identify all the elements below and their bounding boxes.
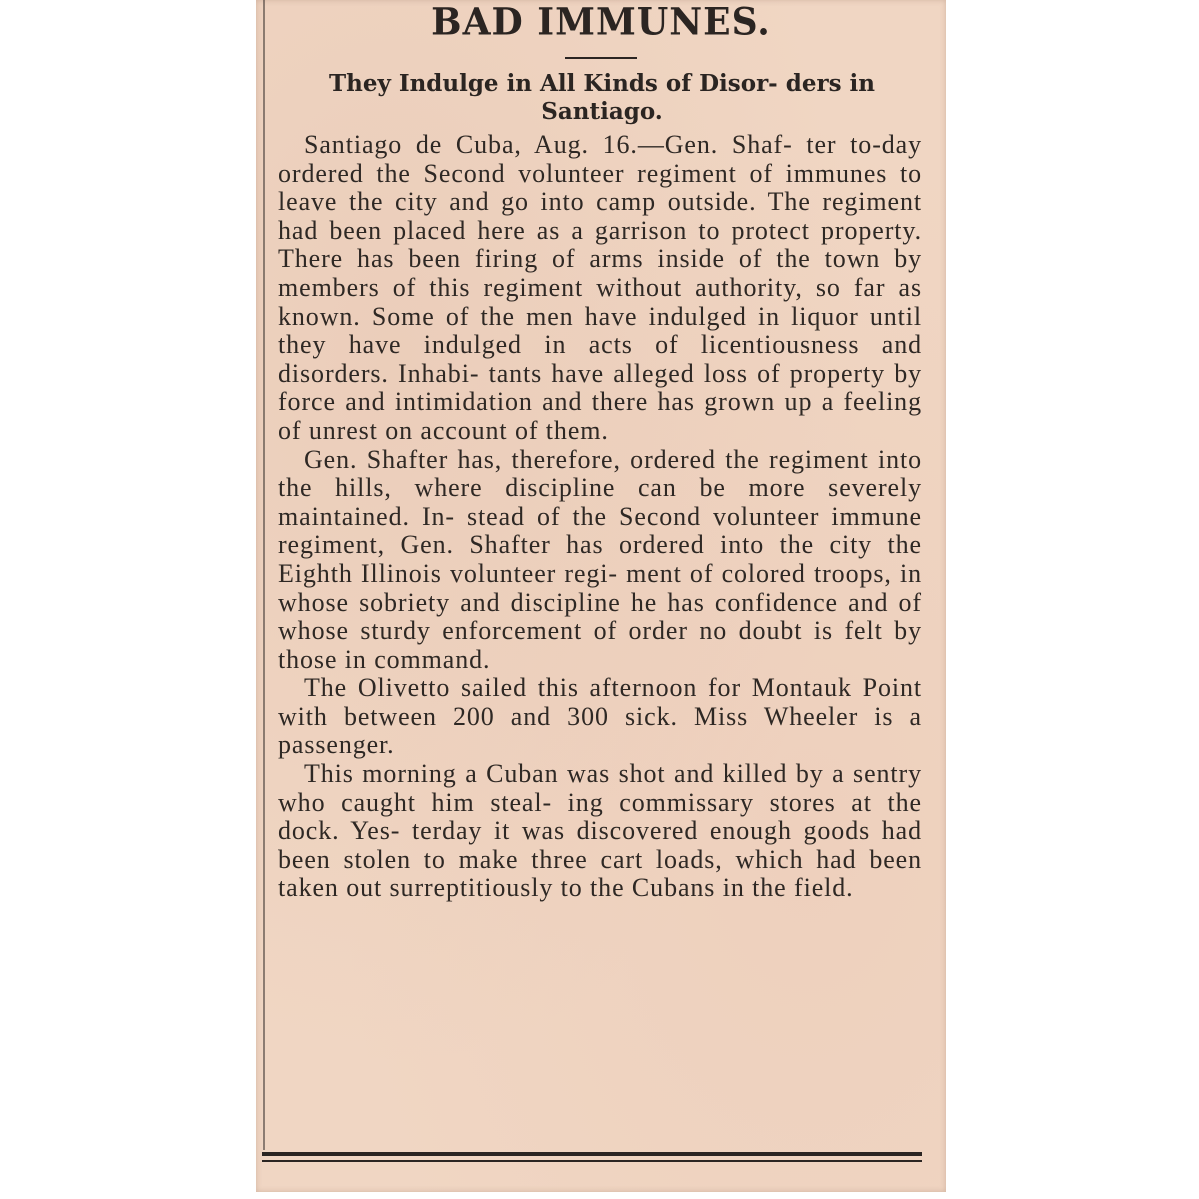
closing-rule <box>262 1152 922 1166</box>
paragraph: The Olivetto sailed this afternoon for Montauk Point with between 200 and 300 sick. Miss Wheeler is a passenger. <box>278 673 922 760</box>
paragraph: Gen. Shafter has, therefore, ordered the regiment into the hills, where discipline can be more severely maintained. In- stead of the Second volunteer immune regiment, Gen. Shafter has ordered into the city the Eighth Illinois volunteer regi- ment of colored troops, in whose sobriety and discipline he has confidence and of whose sturdy enforcement of order no doubt is felt by those in command. <box>278 444 922 674</box>
closing-rule-thick <box>262 1152 922 1156</box>
paragraph: Santiago de Cuba, Aug. 16.—Gen. Shaf- ter to-day ordered the Second volunteer regiment of immunes to leave the city and go into camp outside. The regiment had been placed here as a garrison to protect property. There has been firing of arms inside of the town by members of this regiment without authority, so far as known. Some of the men have indulged in liquor until they have indulged in acts of licentiousness and disorders. Inhabi- tants have alleged loss of property by force and intimidation and there has grown up a feeling of unrest on account of them. <box>278 130 922 445</box>
headline-divider <box>565 57 637 59</box>
paragraph: This morning a Cuban was shot and killed by a sentry who caught him steal- ing commissary stores at the dock. Yes- terday it was discovered enough goods had been stolen to make three cart loads, which had been taken out surreptitiously to the Cubans in the field. <box>278 759 922 903</box>
closing-rule-thin <box>262 1160 922 1162</box>
column-rule <box>263 0 265 1150</box>
subheadline: They Indulge in All Kinds of Disor- ders in Santiago. <box>328 70 875 125</box>
article-body <box>278 131 922 903</box>
headline: BAD IMMUNES. <box>431 0 771 45</box>
